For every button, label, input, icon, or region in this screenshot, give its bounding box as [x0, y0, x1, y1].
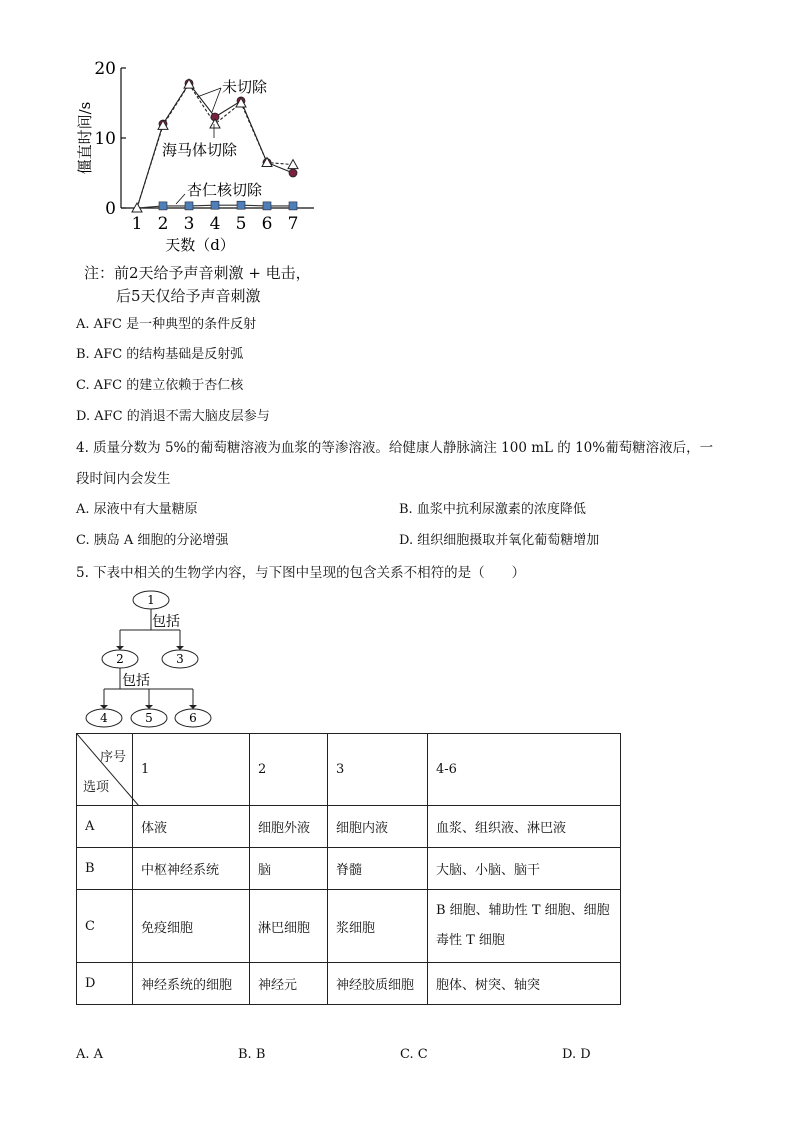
q3-option-b[interactable]: B. AFC 的结构基础是反射弧 [76, 347, 244, 362]
q5-option-c[interactable]: C. C [400, 1047, 428, 1062]
node-6-label: 6 [189, 711, 197, 725]
table-cell: 淋巴细胞 [250, 890, 328, 963]
node-2-label: 2 [116, 652, 124, 666]
q5-option-b[interactable]: B. B [238, 1047, 266, 1062]
q5-option-d[interactable]: D. D [562, 1047, 591, 1062]
marker-amygdala [289, 202, 297, 210]
row-label: B [77, 848, 133, 890]
q3-option-a[interactable]: A. AFC 是一种典型的条件反射 [76, 317, 257, 332]
include-label-1: 包括 [152, 614, 180, 630]
q4-stem-line1: 4. 质量分数为 5%的葡萄糖溶液为血浆的等渗溶液。给健康人静脉滴注 100 mL 的 10%葡萄糖溶液后，一 [76, 440, 714, 456]
table-cell: B 细胞、辅助性 T 细胞、细胞毒性 T 细胞 [428, 890, 621, 963]
arrowhead [116, 646, 124, 650]
legend-label-uncut: 未切除 [222, 78, 268, 96]
table-cell: 脑 [250, 848, 328, 890]
header-cell: 1 [133, 734, 250, 806]
arrowhead [145, 705, 153, 709]
x-tick-label: 5 [235, 214, 247, 234]
marker-amygdala [211, 201, 219, 209]
x-tick-label: 3 [183, 214, 195, 234]
header-cell: 3 [328, 734, 428, 806]
include-label-2: 包括 [122, 673, 150, 689]
table-cell: 免疫细胞 [133, 890, 250, 963]
marker-hippocampus [288, 160, 298, 169]
header-cell: 4-6 [428, 734, 621, 806]
leader-line [212, 88, 221, 112]
table-row [77, 848, 621, 890]
node-4-label: 4 [100, 711, 108, 725]
marker-hippocampus [210, 119, 220, 128]
x-tick-label: 1 [131, 214, 143, 234]
q4-stem-line2: 段时间内会发生 [76, 471, 171, 487]
q5-table [76, 733, 621, 1005]
legend-label-amygdala: 杏仁核切除 [187, 181, 263, 199]
table-cell: 胞体、树突、轴突 [428, 963, 621, 1005]
q5-option-a[interactable]: A. A [76, 1047, 104, 1062]
marker-amygdala [159, 202, 167, 210]
table-cell: 细胞外液 [250, 806, 328, 848]
node-1-label: 1 [147, 593, 155, 607]
q3-option-d[interactable]: D. AFC 的消退不需大脑皮层参与 [76, 409, 270, 424]
marker-amygdala [185, 202, 193, 210]
table-cell: 浆细胞 [328, 890, 428, 963]
table-row [77, 890, 621, 963]
table-row [77, 963, 621, 1005]
table-cell: 神经胶质细胞 [328, 963, 428, 1005]
table-header-row [77, 734, 621, 806]
table-cell: 神经元 [250, 963, 328, 1005]
q5-stem: 5. 下表中相关的生物学内容，与下图中呈现的包含关系不相符的是（ ） [76, 565, 526, 581]
marker-amygdala [237, 201, 245, 209]
y-tick-label: 20 [94, 59, 116, 79]
chart-note-line1: 注：前2天给予声音刺激 + 电击， [84, 264, 311, 282]
x-tick-label: 6 [261, 214, 273, 234]
header-cell: 2 [250, 734, 328, 806]
table-row [77, 806, 621, 848]
corner-cell [77, 734, 133, 806]
arrowhead [176, 646, 184, 650]
x-tick-label: 4 [209, 214, 221, 234]
table-cell: 体液 [133, 806, 250, 848]
leader-line [176, 194, 185, 204]
leader-line [197, 88, 221, 97]
marker-uncut [289, 169, 297, 177]
corner-diagonal [77, 734, 139, 806]
row-label: A [77, 806, 133, 848]
table-cell: 脊髓 [328, 848, 428, 890]
x-tick-label: 7 [287, 214, 299, 234]
legend-label-hippocampus: 海马体切除 [162, 141, 238, 159]
y-axis-label: 僵直时间/s [76, 101, 94, 175]
x-axis-label: 天数（d） [165, 236, 235, 254]
y-tick-label: 0 [105, 199, 116, 219]
table-cell: 大脑、小脑、脑干 [428, 848, 621, 890]
x-tick-label: 2 [157, 214, 169, 234]
q3-option-c[interactable]: C. AFC 的建立依赖于杏仁核 [76, 378, 244, 393]
y-tick-label: 10 [94, 129, 116, 149]
row-label: C [77, 890, 133, 963]
corner-bottom-label: 选项 [83, 780, 110, 795]
row-label: D [77, 963, 133, 1005]
node-3-label: 3 [176, 652, 184, 666]
node-5-label: 5 [145, 711, 153, 725]
q4-option-b[interactable]: B. 血浆中抗利尿激素的浓度降低 [399, 502, 586, 517]
table-cell: 血浆、组织液、淋巴液 [428, 806, 621, 848]
y-axis-title [76, 102, 94, 175]
arrowhead [189, 705, 197, 709]
marker-amygdala [263, 202, 271, 210]
q4-option-d[interactable]: D. 组织细胞摄取并氧化葡萄糖增加 [399, 533, 600, 548]
table-cell: 中枢神经系统 [133, 848, 250, 890]
corner-top-label: 序号 [99, 750, 126, 765]
arrowhead [100, 705, 108, 709]
q4-option-c[interactable]: C. 胰岛 A 细胞的分泌增强 [76, 533, 229, 548]
q4-option-a[interactable]: A. 尿液中有大量糖原 [76, 502, 198, 517]
chart-note-line2: 后5天仅给予声音刺激 [116, 287, 261, 305]
table-cell: 神经系统的细胞 [133, 963, 250, 1005]
inclusion-diagram [80, 588, 220, 733]
table-cell: 细胞内液 [328, 806, 428, 848]
